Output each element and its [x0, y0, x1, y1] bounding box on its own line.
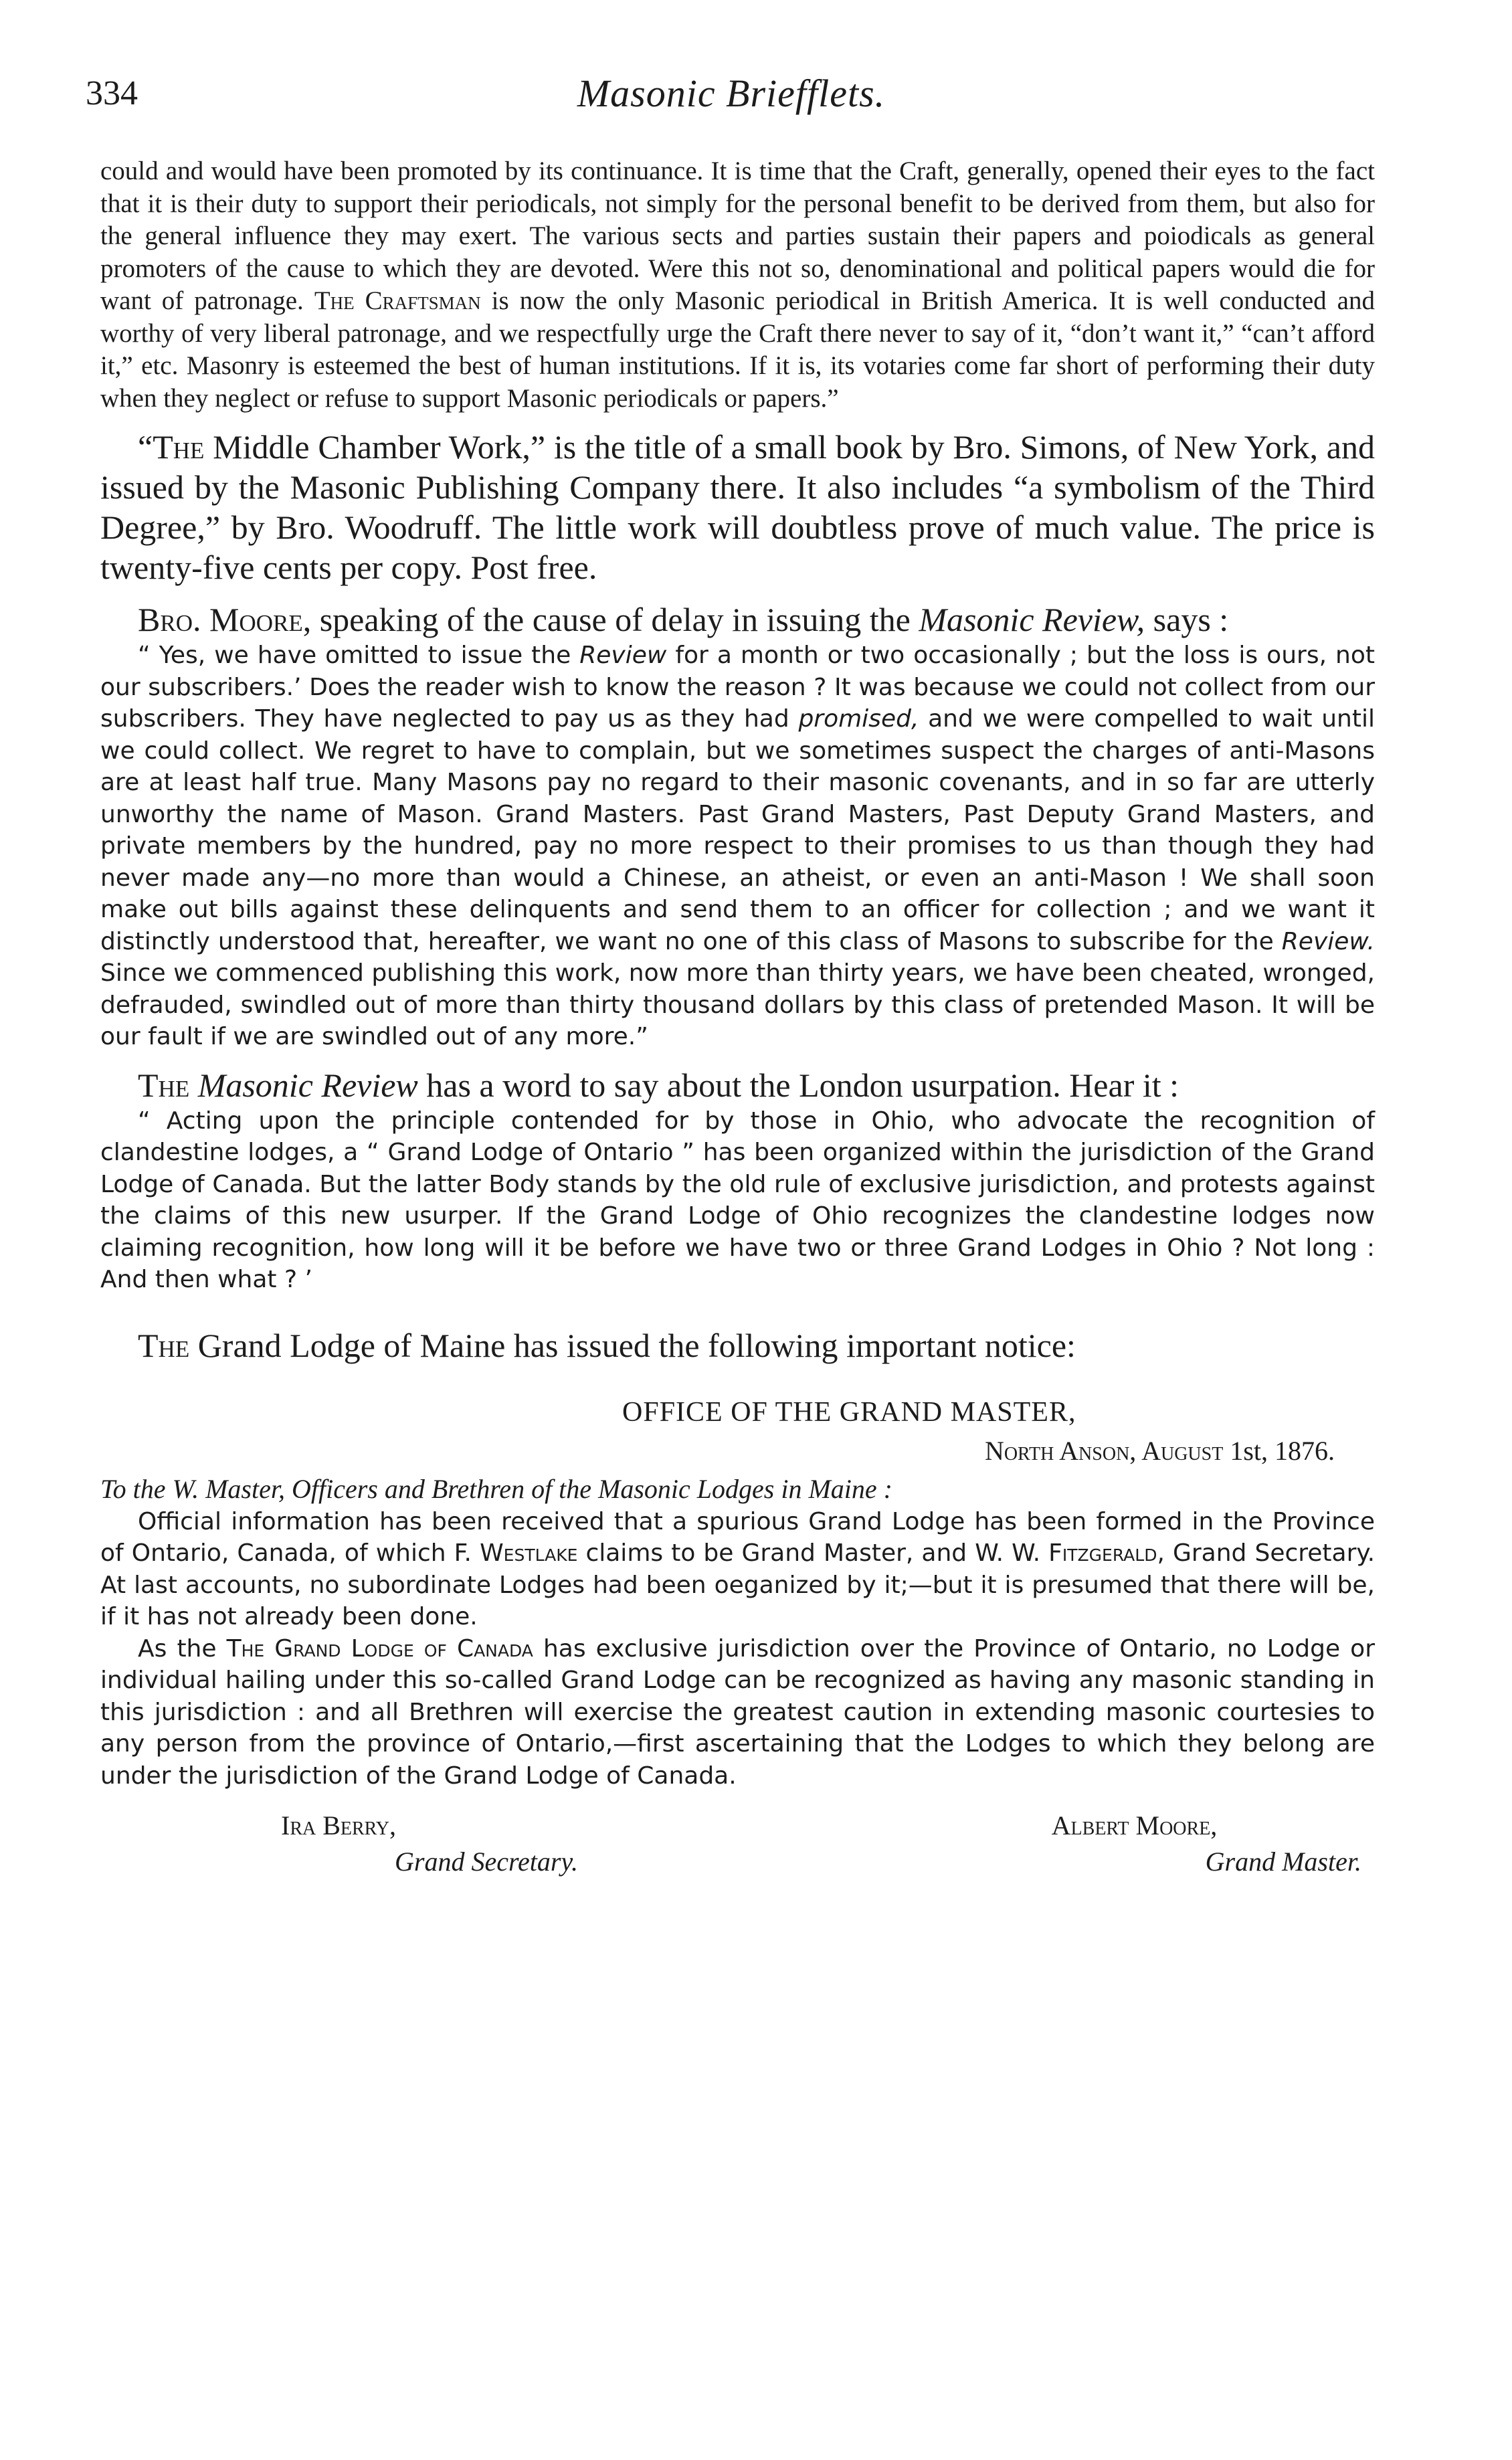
page-number: 334	[86, 74, 138, 112]
text-run: As the	[138, 1634, 227, 1663]
signature-title: Grand Secretary.	[395, 1847, 579, 1877]
quote-moore	[100, 640, 1375, 1053]
text-run: speaking of the cause of delay in issuing the	[311, 601, 919, 638]
dateline-place: North Anson, August	[984, 1435, 1224, 1466]
text-run: is now the only Masonic periodical in British America. It is well conducted and worthy of very liberal patronage, and we respectfully urge the Craft there never to say of it, “don’t want it,” “can’t afford it,” etc. Masonry is esteemed the best of human institutions. If it is, its votaries come far short of performing their duty when they neglect or refuse to support Masonic periodicals or papers.”	[100, 286, 1375, 413]
notice-office-heading: OFFICE OF THE GRAND MASTER,	[622, 1396, 1076, 1428]
signature-block	[100, 1808, 1375, 1895]
paragraph-middle-chamber	[100, 427, 1375, 587]
paragraph-london-usurpation	[100, 1065, 1375, 1105]
notice-salutation: To the W. Master, Officers and Brethren of the Masonic Lodges in Maine :	[100, 1473, 892, 1504]
page-header	[86, 67, 1377, 127]
signature-secretary	[281, 1808, 578, 1880]
quote-ohio: “ Acting upon the principle contended for by those in Ohio, who advocate the recognition of clandestine lodges, a “ Grand Lodge of Ontario ” has been organized within the jurisdiction of the Grand Lodge of Canada. But the latter Body stands by the old rule of exclusive jurisdiction, and protests against the claims of this new usurper. If the Grand Lodge of Ohio recognizes the clandestine lodges now claiming recognition, how long will it be before we have two or three Grand Lodges in Ohio ? Not long : And then what ? ’	[100, 1107, 1375, 1293]
text-run: Grand Lodge of Maine has issued the following important notice:	[189, 1326, 1076, 1364]
text-run: Official information has been received that a spurious Grand Lodge has been formed in the Province of Ontario, Canada, of which F.	[100, 1507, 1375, 1567]
running-title: Masonic Briefflets.	[577, 72, 886, 115]
paragraph-periodicals	[100, 155, 1375, 415]
page-body	[100, 155, 1375, 1895]
text-run: claims to be Grand Master, and W. W.	[577, 1539, 1049, 1567]
person-name: Fitzgerald,	[1048, 1539, 1165, 1567]
body-name: The Grand Lodge of Canada	[226, 1634, 533, 1663]
paragraph-maine-notice	[100, 1325, 1375, 1365]
periodical-name: The Craftsman	[314, 286, 481, 315]
signature-name: Albert Moore,	[1051, 1810, 1218, 1840]
text-run: Middle Chamber Work,” is the title of a small book by Bro. Simons, of New York, and issued by the Masonic Publishing Company there. It also includes “a symbolism of the Third Degree,” by Bro. Woodruff. The little work will doubtless prove of much value. The price is twenty-five cents per copy. Post free.	[100, 428, 1375, 586]
text-run: could and would have been promoted by its continuance. It is time that the Craft, generally, opened their eyes to the fact that it is their duty to support their periodicals, not simply for the personal benefit to be derived from them, but also for the general influence they may exert. The various sects and parties sustain their papers and poiodicals as general promoters of the cause to which they are devoted. Were this not so, denominational and political papers would die for want of patronage.	[100, 157, 1375, 315]
emphasis: promised,	[798, 705, 919, 733]
periodical-name: Masonic Review,	[919, 601, 1145, 638]
lead-word: “The	[138, 428, 205, 466]
lead-word: The	[138, 1066, 190, 1104]
text-run: and we were compelled to wait until we could collect. We regret to have to complain, but we sometimes suspect the charges of anti-Masons are at least half true. Many Masons pay no regard to their masonic covenants, and in so far are utterly unworthy the name of Mason. Grand Masters. Past Grand Masters, Past Deputy Grand Masters, and private members by the hundred, pay no more respect to their promises to us than though they had never made any—no more than would a Chinese, an atheist, or even an anti-Mason ! We shall soon make out bills against these delinquents and send them to an officer for collection ; and we want it distinctly understood that, hereafter, we want no one of this class of Masons to subscribe for the	[100, 705, 1375, 955]
text-run: Since we commenced publishing this work, now more than thirty years, we have been cheated, wronged, defrauded, swindled out of more than thirty thousand dollars by this class of pretended Mason. It will be our fault if we are swindled out of any more.”	[100, 959, 1375, 1050]
paragraph-bro-moore	[100, 599, 1375, 640]
notice-dateline	[100, 1432, 1375, 1470]
text-run: Grand Secretary. At last accounts, no subordinate Lodges had been oeganized by it;—but it is presumed that there will be, if it has not already been done.	[100, 1539, 1376, 1630]
dateline-date: 1st, 1876.	[1223, 1435, 1335, 1466]
lead-word: Bro. Moore,	[138, 601, 312, 638]
signature-title: Grand Master.	[1205, 1847, 1361, 1877]
person-name: Westlake	[480, 1539, 578, 1567]
periodical-name: Review.	[1281, 927, 1375, 955]
signature-name: Ira Berry,	[281, 1810, 397, 1840]
notice-paragraph-1	[100, 1506, 1375, 1633]
text-run: says :	[1145, 601, 1229, 638]
text-run: has exclusive jurisdiction over the Province of Ontario, no Lodge or individual hailing under this so-called Grand Lodge can be recognized as having any masonic standing in this jurisdiction : and all Brethren will exercise the greatest caution in extending masonic courtesies to any person from the province of Ontario,—first ascertaining that the Lodges to which they belong are under the jurisdiction of the Grand Lodge of Canada.	[100, 1634, 1375, 1790]
text-run: “ Yes, we have omitted to issue the	[138, 642, 580, 669]
periodical-name: Masonic Review	[189, 1066, 418, 1104]
text-run: for a month or two occasionally ; but the loss is ours, not our subscribers.’ Does the reader wish to know the reason ? It was because we could not collect from our subscribers. They have neglected to pay us as they had	[100, 642, 1375, 733]
signature-master	[1052, 1808, 1361, 1880]
text-run: has a word to say about the London usurpation. Hear it :	[417, 1066, 1179, 1104]
periodical-name: Review	[579, 642, 667, 669]
notice-paragraph-2	[100, 1633, 1375, 1792]
lead-word: The	[138, 1326, 190, 1364]
